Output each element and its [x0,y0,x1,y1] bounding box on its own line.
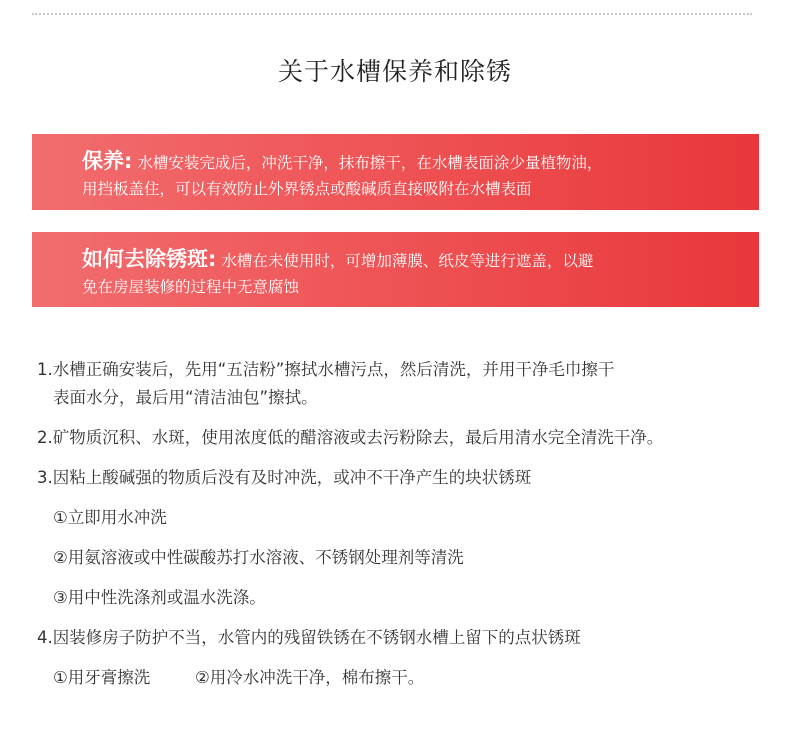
list-item: ②用氨溶液或中性碳酸苏打水溶液、不锈钢处理剂等清洗 [53,548,464,567]
rust-removal-banner [32,232,759,307]
rust-label: 如何去除锈斑: [82,247,217,271]
list-item: ②用冷水冲洗干净，棉布擦干。 [195,668,425,687]
list-item: ①用牙膏擦洗 [53,668,151,687]
rust-text-1: 水槽在未使用时，可增加薄膜、纸皮等进行遮盖，以避 [216,252,594,270]
maintenance-line-1 [82,148,719,176]
list-item: 3.因粘上酸碱强的物质后没有及时冲洗，或冲不干净产生的块状锈斑 [37,468,532,487]
list-item: ①立即用水冲洗 [53,508,167,527]
page-title: 关于水槽保养和除锈 [277,57,512,86]
list-item: 表面水分，最后用“清洁油包”擦拭。 [53,388,318,407]
rust-line-1 [82,246,719,274]
maintenance-banner [32,134,759,210]
list-item: 2.矿物质沉积、水斑，使用浓度低的醋溶液或去污粉除去，最后用清水完全清洗干净。 [37,428,664,447]
maintenance-text-1: 水槽安装完成后，冲洗干净，抹布擦干，在水槽表面涂少量植物油， [132,154,603,172]
list-item: 1.水槽正确安装后，先用“五洁粉”擦拭水槽污点，然后清洗，并用干净毛巾擦干 [37,360,615,379]
list-item: ③用中性洗涤剂或温水洗涤。 [53,588,266,607]
maintenance-label: 保养: [82,149,133,173]
top-dotted-divider [32,13,752,15]
maintenance-line-2: 用挡板盖住，可以有效防止外界锈点或酸碱质直接吸附在水槽表面 [82,180,532,198]
list-item: 4.因装修房子防护不当，水管内的残留铁锈在不锈钢水槽上留下的点状锈斑 [37,628,581,647]
rust-line-2: 免在房屋装修的过程中无意腐蚀 [82,278,300,296]
